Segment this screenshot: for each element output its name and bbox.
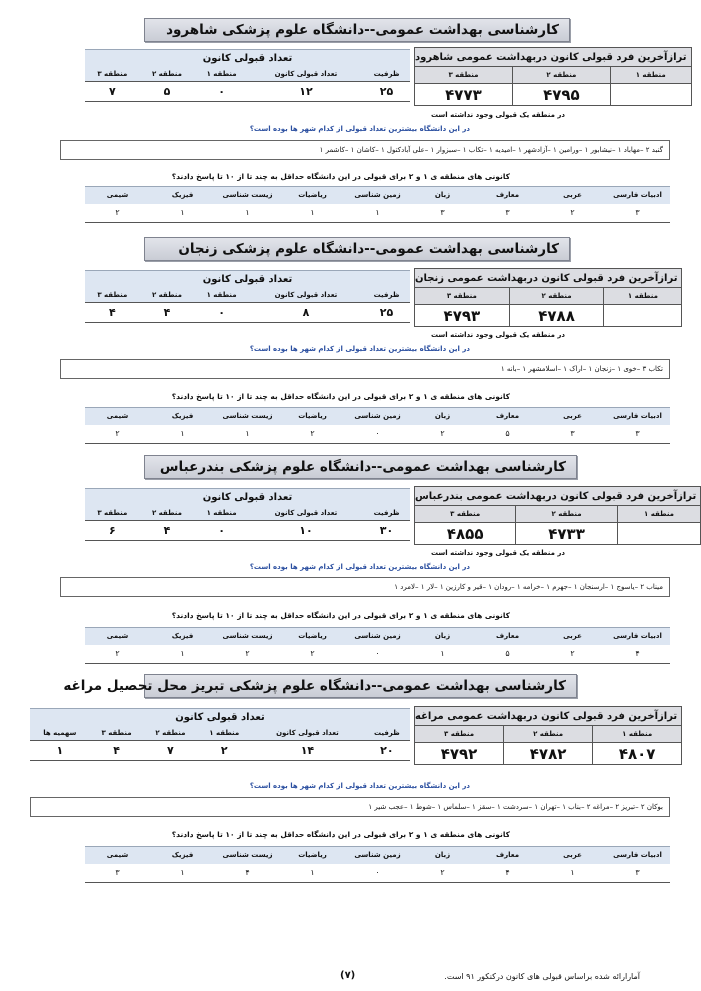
col-region-3: منطقه ۳ <box>415 288 510 305</box>
subject-persian: ادبیات فارسی <box>605 847 670 864</box>
last-score-header: ترازآخرین فرد قبولی کانون دربهداشت عمومی شاهرود <box>415 48 692 67</box>
col-region-3: منطقه ۳ <box>85 67 140 82</box>
score-region-2: ۴۷۸۲ <box>504 743 593 765</box>
subject-value: ۲ <box>280 645 345 664</box>
subject-value: ۱ <box>280 864 345 883</box>
col-region-3: منطقه ۳ <box>90 726 144 741</box>
subject-value: ۳ <box>85 864 150 883</box>
region-1-note: در منطقه یک قبولی وجود نداشته است <box>430 549 565 557</box>
subject-value: ۱ <box>280 204 345 223</box>
subject-religious: معارف <box>475 408 540 425</box>
subject-value: ۳ <box>475 204 540 223</box>
subject-value: ۴ <box>215 864 280 883</box>
subject-value: ۱ <box>150 645 215 664</box>
subject-biology: زیست شناسی <box>215 628 280 645</box>
col-capacity: ظرفیت <box>363 67 410 82</box>
last-admitted-score-table <box>414 706 682 765</box>
subject-value: ۲ <box>540 204 605 223</box>
col-region-3: منطقه ۳ <box>85 288 140 303</box>
last-score-header: ترازآخرین فرد قبولی کانون دربهداشت عمومی زنجان <box>415 269 682 288</box>
subject-physics: فیزیک <box>150 628 215 645</box>
subject-value: ۰ <box>345 864 410 883</box>
subject-math: ریاضیات <box>280 408 345 425</box>
subject-chemistry: شیمی <box>85 187 150 204</box>
subject-value: ۲ <box>280 425 345 444</box>
last-score-header: ترازآخرین فرد قبولی کانون دربهداشت عمومی مراغه <box>415 707 682 726</box>
admission-count-table <box>85 488 410 541</box>
last-admitted-score-table <box>414 486 701 545</box>
admission-count-table <box>30 708 410 761</box>
subject-math: ریاضیات <box>280 187 345 204</box>
subject-value: ۳ <box>605 864 670 883</box>
section-title: کارشناسی بهداشت عمومی--دانشگاه علوم پزشکی زنجان <box>144 237 570 261</box>
value-region-2: ۴ <box>140 303 195 323</box>
value-capacity: ۲۵ <box>363 303 410 323</box>
col-region-2: منطقه ۲ <box>516 506 617 523</box>
col-region-2: منطقه ۲ <box>509 288 604 305</box>
subject-persian: ادبیات فارسی <box>605 187 670 204</box>
subjects-question: کانونی های منطقه ی ۱ و ۲ برای قبولی در این دانشگاه حداقل به چند تا از ۱۰ تا پاسخ دادند؟ <box>171 172 510 181</box>
value-admitted: ۱۲ <box>249 82 363 102</box>
subject-value: ۱ <box>150 425 215 444</box>
subject-arabic: عربی <box>540 408 605 425</box>
col-region-1: منطقه ۱ <box>604 288 682 305</box>
value-capacity: ۲۵ <box>363 82 410 102</box>
col-region-1: منطقه ۱ <box>593 726 682 743</box>
subject-arabic: عربی <box>540 628 605 645</box>
col-region-3: منطقه ۳ <box>85 506 140 521</box>
col-region-2: منطقه ۲ <box>140 67 195 82</box>
value-admitted: ۸ <box>249 303 363 323</box>
subject-english: زبان <box>410 408 475 425</box>
value-region-3: ۴ <box>85 303 140 323</box>
subject-value: ۲ <box>85 425 150 444</box>
subject-value: ۱ <box>215 425 280 444</box>
subject-value: ۰ <box>345 645 410 664</box>
subjects-table <box>85 186 670 223</box>
subject-value: ۳ <box>605 204 670 223</box>
subject-religious: معارف <box>475 628 540 645</box>
last-admitted-score-table <box>414 268 682 327</box>
subject-religious: معارف <box>475 187 540 204</box>
col-region-2: منطقه ۲ <box>512 67 610 84</box>
subject-physics: فیزیک <box>150 187 215 204</box>
subject-value: ۲ <box>410 425 475 444</box>
subject-arabic: عربی <box>540 847 605 864</box>
value-region-2: ۵ <box>140 82 195 102</box>
subject-value: ۳ <box>410 204 475 223</box>
value-region-1: ۰ <box>194 521 249 541</box>
subjects-question: کانونی های منطقه ی ۱ و ۲ برای قبولی در این دانشگاه حداقل به چند تا از ۱۰ تا پاسخ دادند؟ <box>171 830 510 839</box>
col-region-3: منطقه ۳ <box>415 506 516 523</box>
subjects-table <box>85 627 670 664</box>
col-region-1: منطقه ۱ <box>617 506 701 523</box>
score-region-3: ۴۷۷۳ <box>415 84 513 106</box>
subject-arabic: عربی <box>540 187 605 204</box>
subjects-table <box>85 407 670 444</box>
subject-religious: معارف <box>475 847 540 864</box>
value-region-1: ۲ <box>197 741 251 761</box>
subject-value: ۲ <box>85 204 150 223</box>
cities-question: در این دانشگاه بیشترین تعداد قبولی از کدام شهر ها بوده است؟ <box>249 345 470 353</box>
value-admitted: ۱۰ <box>249 521 363 541</box>
subject-value: ۱ <box>150 864 215 883</box>
col-quotas: سهمیه ها <box>30 726 90 741</box>
subject-persian: ادبیات فارسی <box>605 628 670 645</box>
value-region-3: ۴ <box>90 741 144 761</box>
admission-count-table <box>85 270 410 323</box>
score-region-2: ۴۷۳۳ <box>516 523 617 545</box>
subject-biology: زیست شناسی <box>215 847 280 864</box>
subject-value: ۵ <box>475 425 540 444</box>
last-score-header: ترازآخرین فرد قبولی کانون دربهداشت عمومی بندرعباس <box>415 487 701 506</box>
subject-value: ۰ <box>345 425 410 444</box>
subjects-question: کانونی های منطقه ی ۱ و ۲ برای قبولی در این دانشگاه حداقل به چند تا از ۱۰ تا پاسخ دادند؟ <box>171 392 510 401</box>
value-region-3: ۶ <box>85 521 140 541</box>
subject-value: ۳ <box>605 425 670 444</box>
subject-value: ۱ <box>150 204 215 223</box>
score-region-1 <box>604 305 682 327</box>
value-region-2: ۷ <box>143 741 197 761</box>
value-region-1: ۰ <box>194 303 249 323</box>
score-region-2: ۴۷۸۸ <box>509 305 604 327</box>
subjects-table <box>85 846 670 883</box>
score-region-2: ۴۷۹۵ <box>512 84 610 106</box>
region-1-note: در منطقه یک قبولی وجود نداشته است <box>430 331 565 339</box>
subjects-question: کانونی های منطقه ی ۱ و ۲ برای قبولی در این دانشگاه حداقل به چند تا از ۱۰ تا پاسخ دادند؟ <box>171 611 510 620</box>
col-region-1: منطقه ۱ <box>194 506 249 521</box>
admission-count-header: تعداد قبولی کانون <box>85 489 410 506</box>
subject-persian: ادبیات فارسی <box>605 408 670 425</box>
admission-count-header: تعداد قبولی کانون <box>85 271 410 288</box>
page-number: (۷) <box>340 970 356 981</box>
cities-list: میناب ۲ –یاسوج ۱ –ارسنجان ۱ –جهرم ۱ –خرامه ۱ –رودان ۱ –قیر و کارزین ۱ –لار ۱ –لامرد ۱ <box>60 577 670 597</box>
subject-value: ۱ <box>215 204 280 223</box>
subject-biology: زیست شناسی <box>215 408 280 425</box>
footer-note: آمارارائه شده براساس قبولی های کانون درکنکور ۹۱ است. <box>444 972 640 981</box>
col-capacity: ظرفیت <box>363 288 410 303</box>
subject-chemistry: شیمی <box>85 408 150 425</box>
subject-physics: فیزیک <box>150 408 215 425</box>
subject-value: ۳ <box>540 425 605 444</box>
subject-chemistry: شیمی <box>85 847 150 864</box>
cities-question: در این دانشگاه بیشترین تعداد قبولی از کدام شهر ها بوده است؟ <box>249 563 470 571</box>
subject-value: ۱ <box>345 204 410 223</box>
section-title: کارشناسی بهداشت عمومی--دانشگاه علوم پزشکی شاهرود <box>144 18 570 42</box>
col-region-1: منطقه ۱ <box>197 726 251 741</box>
value-admitted: ۱۴ <box>251 741 364 761</box>
subject-english: زبان <box>410 628 475 645</box>
subject-biology: زیست شناسی <box>215 187 280 204</box>
value-region-1: ۰ <box>194 82 249 102</box>
col-region-2: منطقه ۲ <box>140 506 195 521</box>
subject-value: ۱ <box>410 645 475 664</box>
admission-count-header: تعداد قبولی کانون <box>30 709 410 726</box>
score-region-3: ۴۷۹۲ <box>415 743 504 765</box>
subject-geology: زمین شناسی <box>345 628 410 645</box>
section-title: کارشناسی بهداشت عمومی--دانشگاه علوم پزشکی تبریز محل تحصیل مراغه <box>144 674 577 698</box>
value-region-3: ۷ <box>85 82 140 102</box>
subject-value: ۱ <box>540 864 605 883</box>
region-1-note: در منطقه یک قبولی وجود نداشته است <box>430 111 565 119</box>
subject-geology: زمین شناسی <box>345 187 410 204</box>
col-region-3: منطقه ۳ <box>415 67 513 84</box>
subject-math: ریاضیات <box>280 628 345 645</box>
col-admitted: تعداد قبولی کانون <box>249 288 363 303</box>
subject-value: ۲ <box>540 645 605 664</box>
subject-geology: زمین شناسی <box>345 847 410 864</box>
subject-english: زبان <box>410 187 475 204</box>
subject-value: ۴ <box>605 645 670 664</box>
subject-value: ۲ <box>410 864 475 883</box>
value-capacity: ۲۰ <box>364 741 410 761</box>
cities-list: تکاب ۳ –خوی ۱ –زنجان ۱ –اراک ۱ –اسلامشهر ۱ –بانه ۱ <box>60 359 670 379</box>
col-region-2: منطقه ۲ <box>143 726 197 741</box>
col-capacity: ظرفیت <box>363 506 410 521</box>
cities-list: بوکان ۲ –تبریز ۲ –مراغه ۲ –بناب ۱ –تهران ۱ –سردشت ۱ –سقز ۱ –سلماس ۱ –شوط ۱ –عجب شیر ۱ <box>30 797 670 817</box>
subject-chemistry: شیمی <box>85 628 150 645</box>
col-region-2: منطقه ۲ <box>504 726 593 743</box>
cities-question: در این دانشگاه بیشترین تعداد قبولی از کدام شهر ها بوده است؟ <box>249 125 470 133</box>
col-admitted: تعداد قبولی کانون <box>251 726 364 741</box>
admission-count-table <box>85 49 410 102</box>
col-admitted: تعداد قبولی کانون <box>249 67 363 82</box>
cities-question: در این دانشگاه بیشترین تعداد قبولی از کدام شهر ها بوده است؟ <box>249 782 470 790</box>
subject-english: زبان <box>410 847 475 864</box>
subject-physics: فیزیک <box>150 847 215 864</box>
section-title: کارشناسی بهداشت عمومی--دانشگاه علوم پزشکی بندرعباس <box>144 455 577 479</box>
subject-value: ۵ <box>475 645 540 664</box>
score-region-1 <box>617 523 701 545</box>
score-region-1 <box>610 84 691 106</box>
value-capacity: ۳۰ <box>363 521 410 541</box>
value-quotas: ۱ <box>30 741 90 761</box>
col-region-2: منطقه ۲ <box>140 288 195 303</box>
admission-count-header: تعداد قبولی کانون <box>85 50 410 67</box>
col-region-1: منطقه ۱ <box>610 67 691 84</box>
col-capacity: ظرفیت <box>364 726 410 741</box>
last-admitted-score-table <box>414 47 692 106</box>
subject-geology: زمین شناسی <box>345 408 410 425</box>
score-region-3: ۴۷۹۳ <box>415 305 510 327</box>
col-region-3: منطقه ۳ <box>415 726 504 743</box>
subject-math: ریاضیات <box>280 847 345 864</box>
subject-value: ۲ <box>85 645 150 664</box>
col-region-1: منطقه ۱ <box>194 288 249 303</box>
col-admitted: تعداد قبولی کانون <box>249 506 363 521</box>
score-region-1: ۴۸۰۷ <box>593 743 682 765</box>
subject-value: ۴ <box>475 864 540 883</box>
col-region-1: منطقه ۱ <box>194 67 249 82</box>
score-region-3: ۴۸۵۵ <box>415 523 516 545</box>
value-region-2: ۴ <box>140 521 195 541</box>
cities-list: گنبد ۲ –مهاباد ۱ –نیشابور ۱ –ورامین ۱ –آزادشهر ۱ –امیدیه ۱ –تکاب ۱ –سبزوار ۱ –علی آبادکتول ۱ –کاشان ۱ –کاشمر ۱ <box>60 140 670 160</box>
subject-value: ۲ <box>215 645 280 664</box>
